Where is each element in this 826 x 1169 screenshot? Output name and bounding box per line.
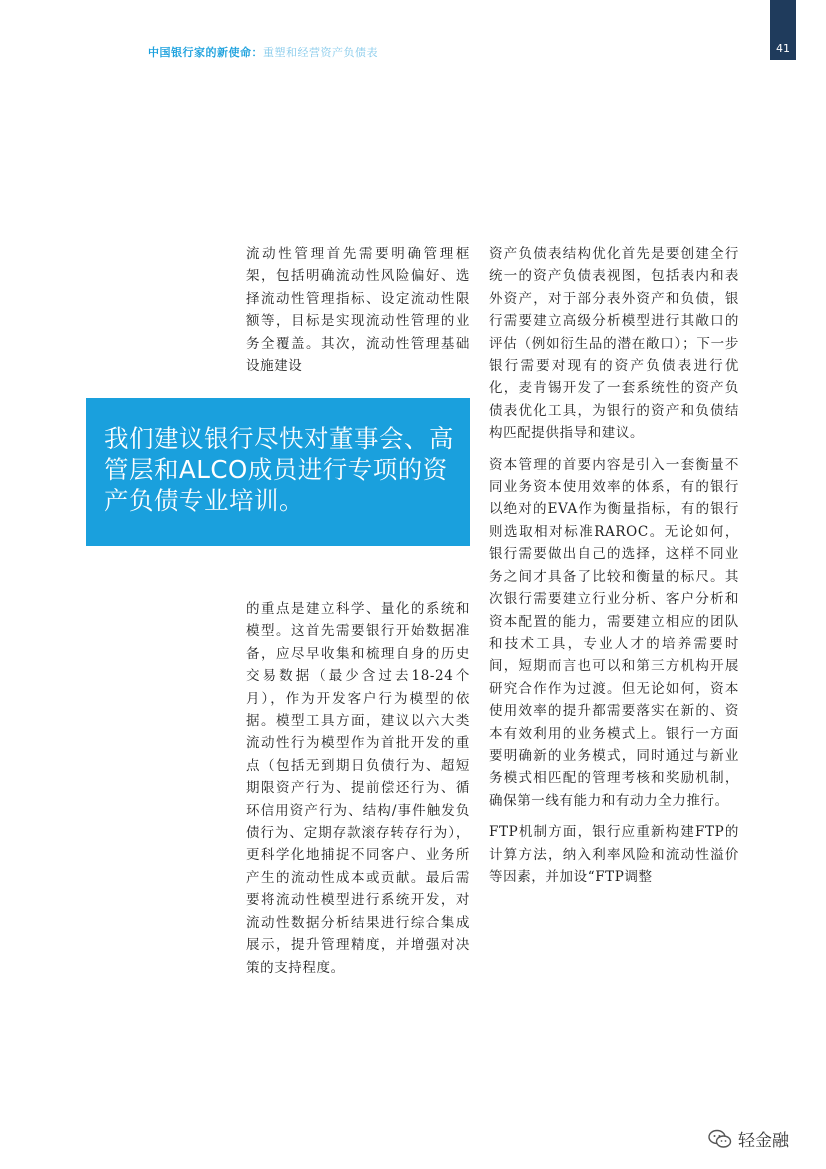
paragraph: FTP机制方面，银行应重新构建FTP的计算方法，纳入利率风险和流动性溢价等因素，并加设“FTP调整 [489,824,739,885]
page-number: 41 [776,42,790,55]
paragraph: 资本管理的首要内容是引入一套衡量不同业务资本使用效率的体系，有的银行以绝对的EVA作为衡量指标，有的银行则选取相对标准RAROC。无论如何，银行需要做出自己的选择，这样不同业务之间才具备了比较和衡量的标尺。其次银行需要建立行业分析、客户分析和资本配置的能力，需要建立相应的团队和技术工具，专业人才的培养需要时间，短期而言也可以和第三方机构开展研究合作作为过渡。但无论如何，资本使用效率的提升都需要落实在新的、资本有效利用的业务模式上。银行一方面要明确新的业务模式，同时通过与新业务模式相匹配的管理考核和奖励机制，确保第一线有能力和有动力全力推行。 [489,456,739,809]
paragraph: 的重点是建立科学、量化的系统和模型。这首先需要银行开始数据准备，应尽早收集和梳理自身的历史交易数据（最少含过去18-24个月），作为开发客户行为模型的依据。模型工具方面，建议以六大类流动性行为模型作为首批开发的重点（包括无到期日负债行为、超短期限资产行为、提前偿还行为、循环信用资产行为、结构/事件触发负债行为、定期存款滚存转存行为），更科学化地捕捉不同客户、业务所产生的流动性成本或贡献。最后需要将流动性模型进行系统开发，对流动性数据分析结果进行综合集成展示，提升管理精度，并增强对决策的支持程度。 [246,601,470,976]
right-column [489,243,739,897]
running-header [148,44,378,60]
paragraph: 资产负债表结构优化首先是要创建全行统一的资产负债表视图，包括表内和表外资产，对于部分表外资产和负债，银行需要建立高级分析模型进行其敞口的评估（例如衍生品的潜在敞口）；下一步银行需要对现有的资产负债表进行优化，麦肯锡开发了一套系统性的资产负债表优化工具，为银行的资产和负债结构匹配提供指导和建议。 [489,246,739,442]
header-title: 中国银行家的新使命： [148,46,263,59]
pull-quote-text: 我们建议银行尽快对董事会、高管层和ALCO成员进行专项的资产负债专业培训。 [104,424,454,515]
wechat-icon [708,1129,732,1149]
paragraph: 流动性管理首先需要明确管理框架，包括明确流动性风险偏好、选择流动性管理指标、设定流动性限额等，目标是实现流动性管理的业务全覆盖。其次，流动性管理基础设施建设 [246,246,470,375]
left-column-top [246,243,470,386]
header-subtitle: 重塑和经营资产负债表 [263,46,378,59]
left-column-bottom [246,598,470,988]
watermark-text: 轻金融 [738,1131,789,1151]
watermark [708,1126,789,1151]
